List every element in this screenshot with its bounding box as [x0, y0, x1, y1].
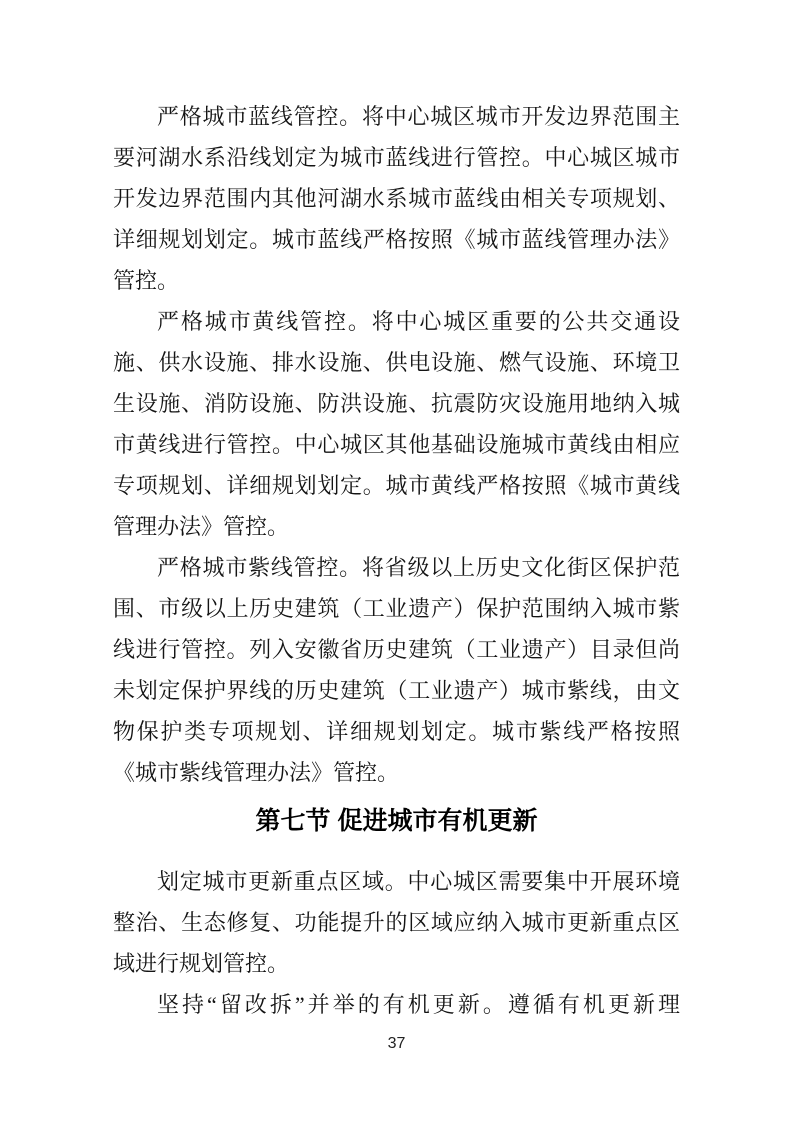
- para-organic-renewal: [113, 984, 680, 1025]
- text-line: 围、市级以上历史建筑（工业遗产）保护范围纳入城市紫: [113, 596, 680, 621]
- text-line: 严格城市蓝线管控。将中心城区城市开发边界范围主: [157, 104, 680, 129]
- text-line: 划定城市更新重点区域。中心城区需要集中开展环境: [157, 869, 680, 894]
- text-line: 专项规划、详细规划划定。城市黄线严格按照《城市黄线: [113, 473, 680, 498]
- para-renewal-areas: [113, 861, 680, 984]
- page-number: 37: [387, 1035, 406, 1052]
- para-purple-line: [113, 547, 680, 793]
- text-line: 施、供水设施、排水设施、供电设施、燃气设施、环境卫: [113, 350, 680, 375]
- para-yellow-line: [113, 301, 680, 547]
- text-line: 未划定保护界线的历史建筑（工业遗产）城市紫线，由文: [113, 678, 680, 703]
- text-line: 详细规划划定。城市蓝线严格按照《城市蓝线管理办法》: [113, 227, 680, 252]
- text-line: 管理办法》管控。: [113, 514, 290, 539]
- section-7-heading: 第七节 促进城市有机更新: [255, 807, 538, 835]
- text-line: 生设施、消防设施、防洪设施、抗震防灾设施用地纳入城: [113, 391, 680, 416]
- para-blue-line: [113, 96, 680, 301]
- text-line: 市黄线进行管控。中心城区其他基础设施城市黄线由相应: [113, 432, 680, 457]
- text-line: 管控。: [113, 268, 180, 293]
- text-line: 整治、生态修复、功能提升的区域应纳入城市更新重点区: [113, 910, 680, 935]
- text-line: 开发边界范围内其他河湖水系城市蓝线由相关专项规划、: [113, 186, 680, 211]
- text-line: 坚持“留改拆”并举的有机更新。遵循有机更新理: [157, 992, 680, 1017]
- text-line: 严格城市黄线管控。将中心城区重要的公共交通设: [157, 309, 680, 334]
- text-line: 域进行规划管控。: [113, 951, 290, 976]
- text-line: 要河湖水系沿线划定为城市蓝线进行管控。中心城区城市: [113, 145, 680, 170]
- text-line: 严格城市紫线管控。将省级以上历史文化街区保护范: [157, 555, 680, 580]
- text-line: 线进行管控。列入安徽省历史建筑（工业遗产）目录但尚: [113, 637, 680, 662]
- text-line: 《城市紫线管理办法》管控。: [113, 760, 400, 785]
- text-line: 物保护类专项规划、详细规划划定。城市紫线严格按照: [113, 719, 680, 744]
- document-body: [113, 96, 680, 1025]
